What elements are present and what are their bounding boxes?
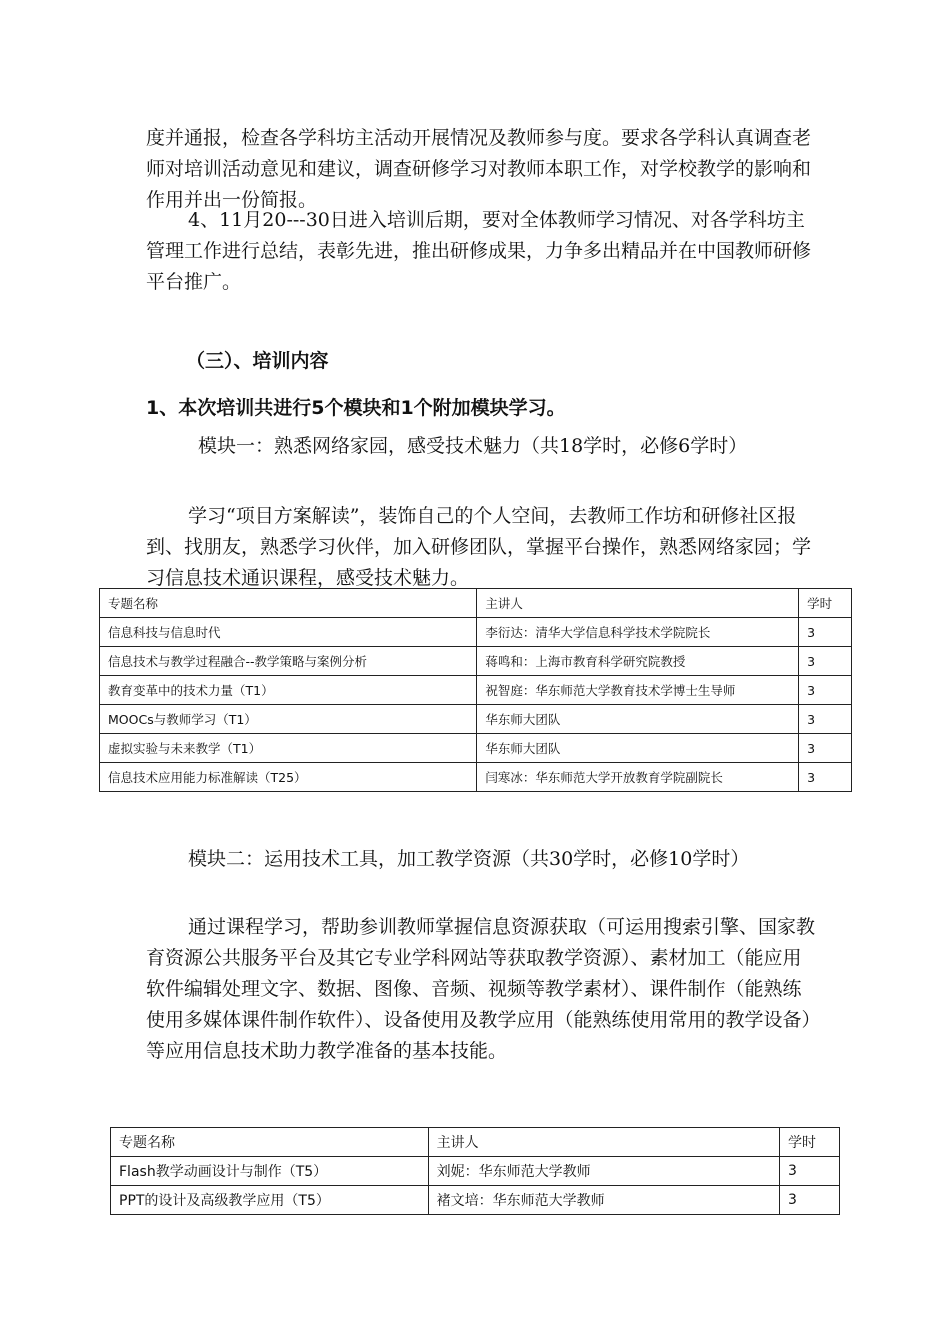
cell-hours: 3: [780, 1157, 840, 1186]
cell-topic: Flash教学动画设计与制作（T5）: [111, 1157, 429, 1186]
module2-title: 模块二：运用技术工具，加工教学资源（共30学时，必修10学时）: [188, 848, 750, 870]
cell-topic: 教育变革中的技术力量（T1）: [100, 676, 477, 705]
cell-lecturer: 刘妮：华东师范大学教师: [428, 1157, 779, 1186]
cell-lecturer: 华东师大团队: [477, 734, 799, 763]
section-heading: （三）、培训内容: [186, 350, 329, 372]
table-row: [100, 763, 852, 792]
cell-topic: 信息科技与信息时代: [100, 618, 477, 647]
cell-lecturer: 祝智庭：华东师范大学教育技术学博士生导师: [477, 676, 799, 705]
column-header-hours: 学时: [799, 589, 852, 618]
cell-hours: 3: [780, 1186, 840, 1215]
paragraph-1: 度并通报，检查各学科坊主活动开展情况及教师参与度。要求各学科认真调查老师对培训活动意见和建议，调查研修学习对教师本职工作，对学校教学的影响和作用并出一份简报。: [146, 127, 812, 211]
table-row: [111, 1186, 840, 1215]
table-row: [100, 618, 852, 647]
column-header-topic: 专题名称: [100, 589, 477, 618]
module2-course-table: [110, 1127, 840, 1215]
module2-description: 通过课程学习，帮助参训教师掌握信息资源获取（可运用搜索引擎、国家教育资源公共服务平台及其它专业学科网站等获取教学资源）、素材加工（能应用软件编辑处理文字、数据、图像、音频、视频等教学素材）、课件制作（能熟练使用多媒体课件制作软件）、设备使用及教学应用（能熟练使用常用的教学设备）等应用信息技术助力教学准备的基本技能。: [146, 916, 816, 1062]
cell-lecturer: 蒋鸣和：上海市教育科学研究院教授: [477, 647, 799, 676]
cell-hours: 3: [799, 618, 852, 647]
paragraph-2: 4、11月20---30日进入培训后期，要对全体教师学习情况、对各学科坊主管理工作进行总结，表彰先进，推出研修成果，力争多出精品并在中国教师研修平台推广。: [146, 209, 812, 293]
cell-hours: 3: [799, 676, 852, 705]
column-header-hours: 学时: [780, 1128, 840, 1157]
subheading: 1、本次培训共进行5个模块和1个附加模块学习。: [146, 397, 566, 419]
table-row: [100, 647, 852, 676]
table-row: [100, 734, 852, 763]
cell-lecturer: 褚文培：华东师范大学教师: [428, 1186, 779, 1215]
module1-course-table: [99, 588, 852, 792]
cell-lecturer: 李衍达：清华大学信息科学技术学院院长: [477, 618, 799, 647]
cell-topic: PPT的设计及高级教学应用（T5）: [111, 1186, 429, 1215]
table-header-row: [100, 589, 852, 618]
table-row: [100, 676, 852, 705]
table-row: [111, 1157, 840, 1186]
column-header-topic: 专题名称: [111, 1128, 429, 1157]
cell-topic: 虚拟实验与未来教学（T1）: [100, 734, 477, 763]
table-header-row: [111, 1128, 840, 1157]
cell-topic: 信息技术与教学过程融合--教学策略与案例分析: [100, 647, 477, 676]
module1-description: 学习“项目方案解读”，装饰自己的个人空间，去教师工作坊和研修社区报到、找朋友，熟悉学习伙伴，加入研修团队，掌握平台操作，熟悉网络家园；学习信息技术通识课程，感受技术魅力。: [146, 505, 812, 589]
cell-hours: 3: [799, 647, 852, 676]
cell-topic: 信息技术应用能力标准解读（T25）: [100, 763, 477, 792]
cell-lecturer: 闫寒冰：华东师范大学开放教育学院副院长: [477, 763, 799, 792]
cell-hours: 3: [799, 705, 852, 734]
cell-hours: 3: [799, 763, 852, 792]
cell-hours: 3: [799, 734, 852, 763]
cell-lecturer: 华东师大团队: [477, 705, 799, 734]
column-header-lecturer: 主讲人: [428, 1128, 779, 1157]
table-row: [100, 705, 852, 734]
cell-topic: MOOCs与教师学习（T1）: [100, 705, 477, 734]
column-header-lecturer: 主讲人: [477, 589, 799, 618]
module1-title: 模块一：熟悉网络家园，感受技术魅力（共18学时，必修6学时）: [198, 435, 748, 457]
